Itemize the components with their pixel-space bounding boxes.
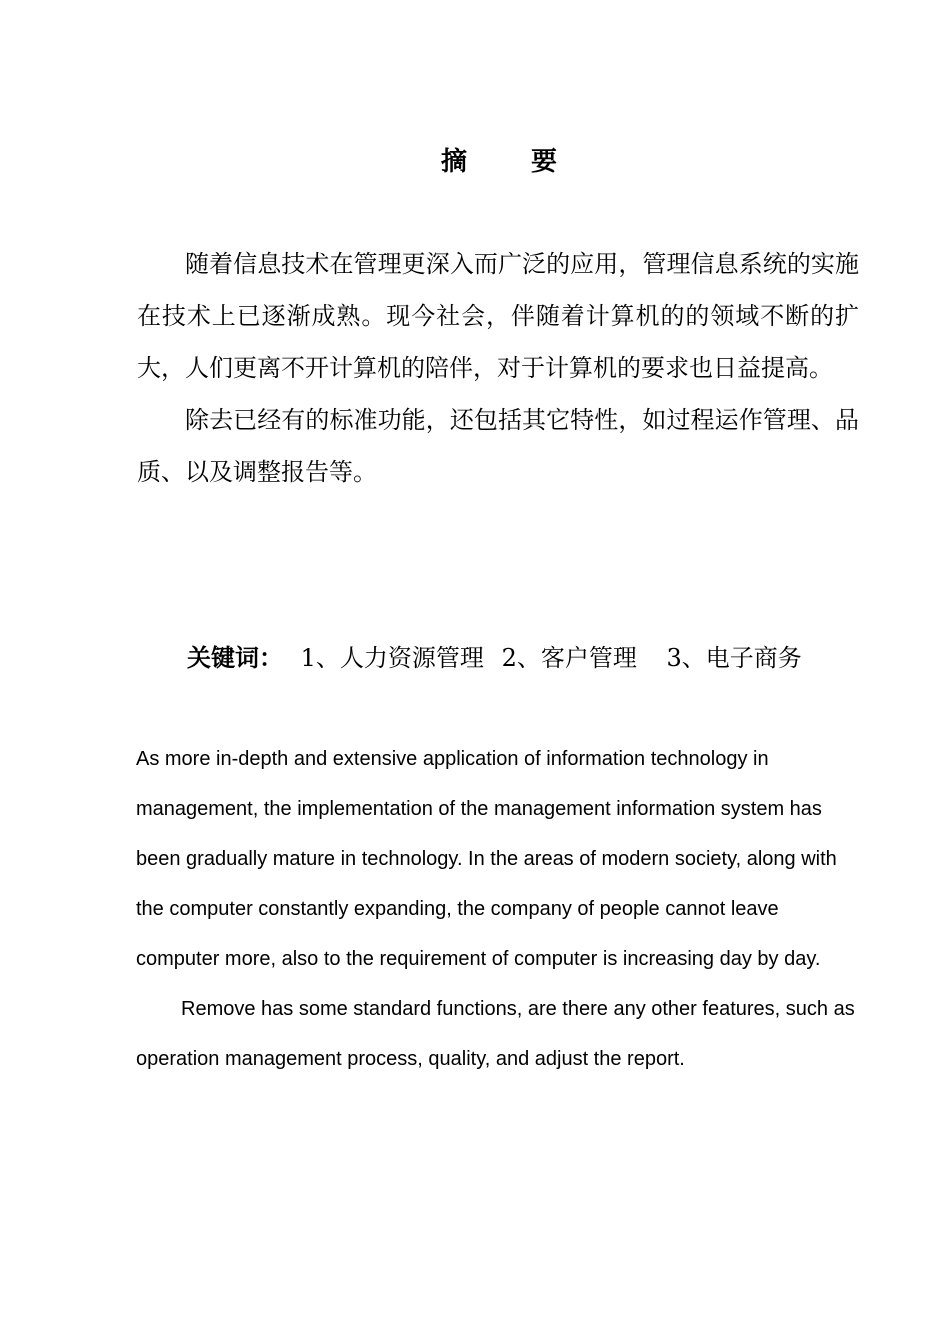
abstract-title — [0, 142, 950, 182]
keywords-line — [187, 638, 887, 678]
english-abstract-paragraph: Remove has some standard functions, are there any other features, such as operation management process, quality, and adjust the report. — [136, 998, 855, 1070]
english-abstract — [136, 734, 860, 1084]
abstract-title-char-2: 要 — [531, 147, 558, 177]
english-abstract-paragraph: As more in-depth and extensive application of information technology in management, the implementation of the management information system has been gradually mature in technology. In the areas of modern society, along with the computer constantly expanding, the company of people cannot leave computer more, also to the requirement of computer is increasing day by day. — [136, 748, 837, 970]
keyword-item: 3、电子商务 — [666, 644, 802, 672]
chinese-abstract — [137, 238, 859, 498]
keyword-item: 2、客户管理 — [501, 644, 637, 672]
keywords-label: 关键词： — [187, 644, 283, 672]
abstract-title-char-1: 摘 — [440, 147, 467, 177]
keyword-item: 1、人力资源管理 — [300, 644, 484, 672]
chinese-abstract-paragraph: 随着信息技术在管理更深入而广泛的应用，管理信息系统的实施在技术上已逐渐成熟。现今社会，伴随着计算机的的领域不断的扩大，人们更离不开计算机的陪伴，对于计算机的要求也日益提高。 — [137, 250, 859, 382]
chinese-abstract-paragraph: 除去已经有的标准功能，还包括其它特性，如过程运作管理、品质、以及调整报告等。 — [137, 406, 859, 486]
